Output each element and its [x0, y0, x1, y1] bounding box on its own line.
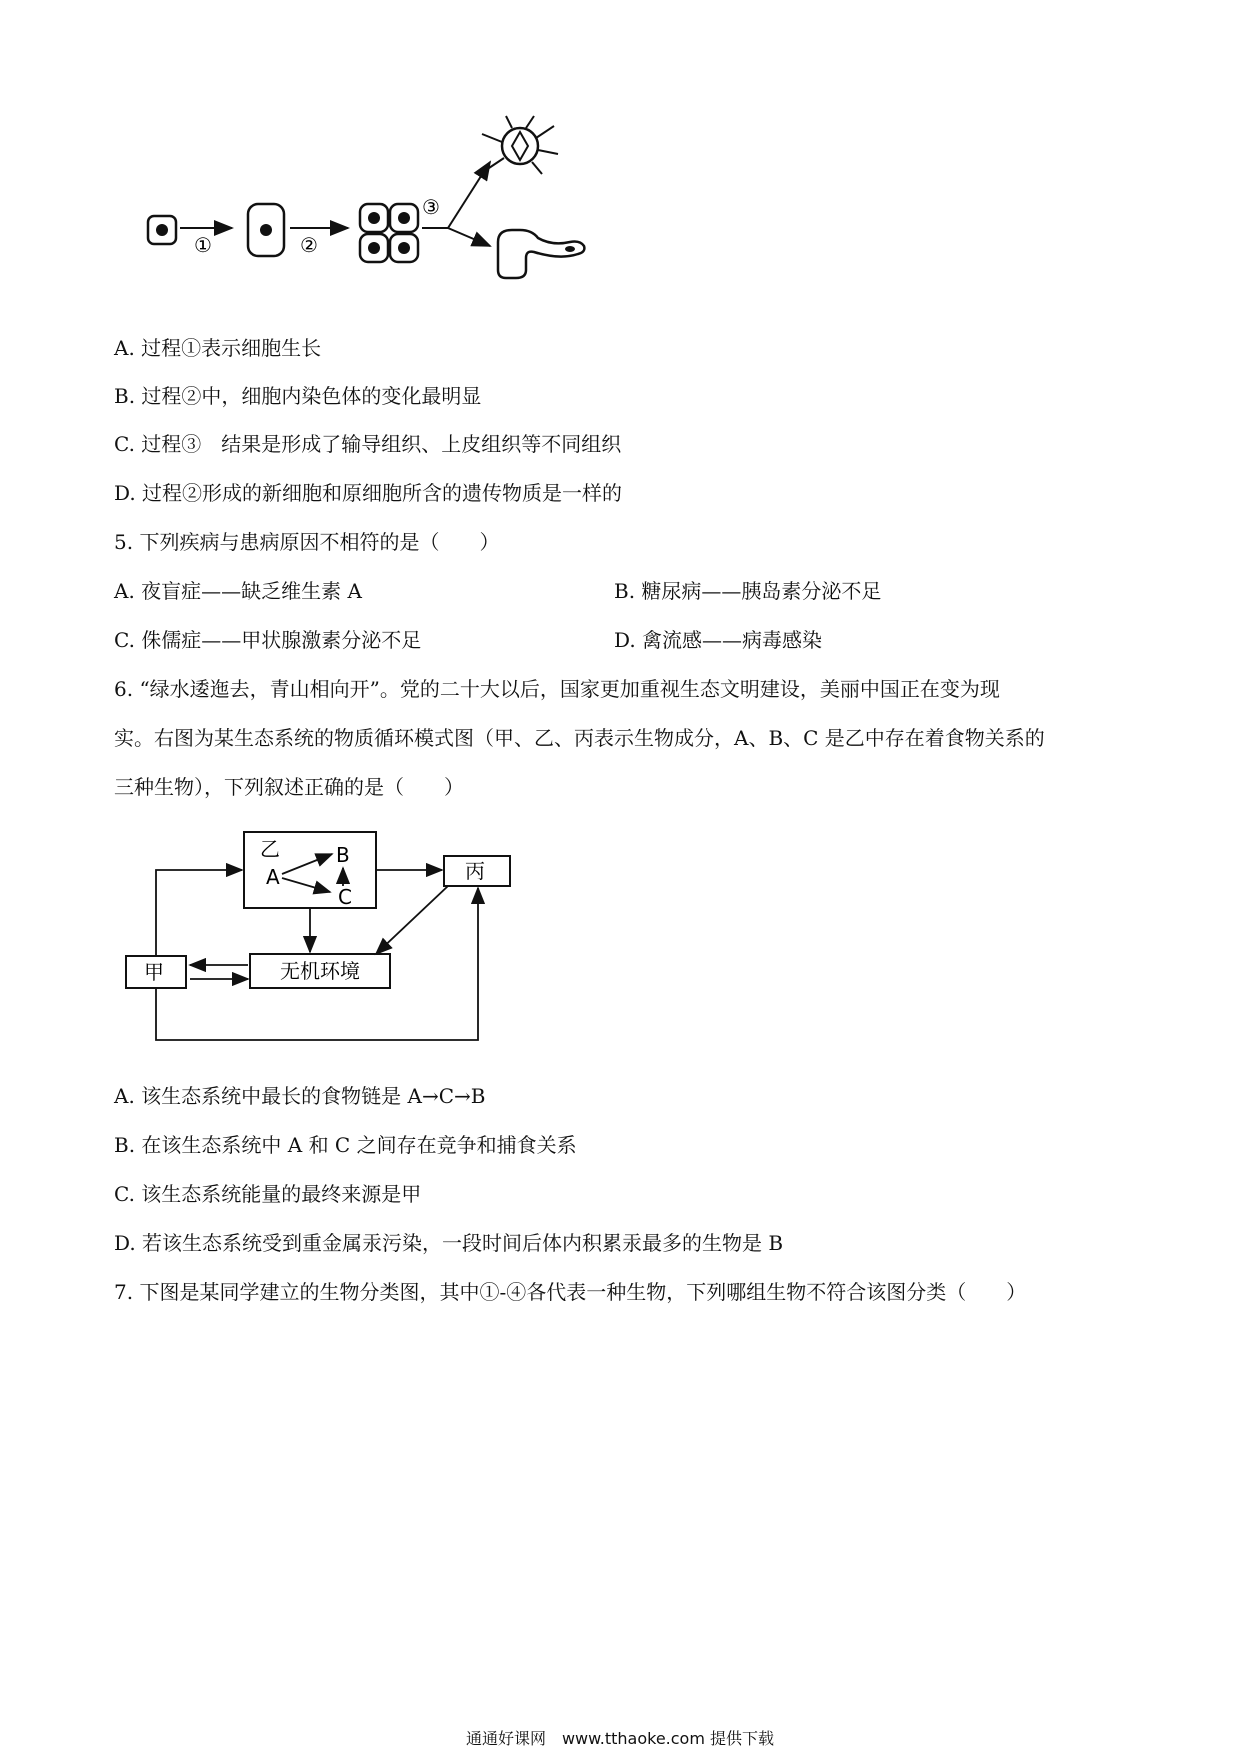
step-label-3: ③ — [422, 195, 440, 219]
q6-stem-line-1: 6. “绿水逶迤去，青山相向开”。党的二十大以后，国家更加重视生态文明建设，美丽中国正在变为现 — [114, 677, 1000, 701]
q6-option-a: A. 该生态系统中最长的食物链是 A→C→B — [114, 1084, 486, 1108]
elongated-cell — [498, 230, 584, 278]
q4-option-c: C. 过程③ 结果是形成了输导组织、上皮组织等不同组织 — [114, 432, 622, 456]
q6-stem-line-3: 三种生物），下列叙述正确的是（ ） — [114, 775, 464, 799]
grown-cell — [248, 204, 284, 256]
page-footer: 通通好课网 www.tthaoke.com 提供下载 — [465, 1729, 775, 1748]
label-yi: 乙 — [260, 837, 280, 861]
material-cycle-svg — [118, 828, 518, 1048]
q5-stem: 5. 下列疾病与患病原因不相符的是（ ） — [114, 530, 500, 554]
q5-option-c: C. 侏儒症——甲状腺激素分泌不足 — [114, 628, 422, 652]
cell-process-svg — [140, 112, 640, 312]
q4-option-a: A. 过程①表示细胞生长 — [114, 336, 322, 360]
q5-option-a: A. 夜盲症——缺乏维生素 A — [114, 579, 362, 603]
label-jia: 甲 — [144, 960, 164, 984]
arrow-bing-to-env — [376, 886, 448, 954]
label-env: 无机环境 — [280, 959, 360, 983]
divided-cells — [360, 204, 418, 262]
label-b: B — [336, 843, 350, 867]
q6-option-b: B. 在该生态系统中 A 和 C 之间存在竞争和捕食关系 — [114, 1133, 577, 1157]
label-a: A — [266, 865, 280, 889]
label-c: C — [338, 885, 352, 909]
step-label-2: ② — [300, 233, 318, 257]
q6-stem-line-2: 实。右图为某生态系统的物质循环模式图（甲、乙、丙表示生物成分，A、B、C 是乙中存在着食物关系的 — [114, 726, 1045, 750]
arrow-to-neuron — [448, 162, 490, 228]
q5-option-b: B. 糖尿病——胰岛素分泌不足 — [614, 579, 882, 603]
material-cycle-diagram — [118, 828, 518, 1048]
q7-stem: 7. 下图是某同学建立的生物分类图，其中①-④各代表一种生物，下列哪组生物不符合该图分类（ ） — [114, 1280, 1027, 1304]
label-bing: 丙 — [465, 859, 485, 883]
original-cell — [148, 216, 176, 244]
arrow-jia-to-yi — [156, 870, 242, 956]
q6-option-d: D. 若该生态系统受到重金属汞污染，一段时间后体内积累汞最多的生物是 B — [114, 1231, 784, 1255]
q6-option-c: C. 该生态系统能量的最终来源是甲 — [114, 1182, 422, 1206]
star-cell — [482, 116, 558, 174]
step-label-1: ① — [194, 233, 212, 257]
q5-option-d: D. 禽流感——病毒感染 — [614, 628, 823, 652]
cell-process-figure — [140, 112, 640, 312]
arrow-to-muscle — [448, 228, 490, 246]
q4-option-b: B. 过程②中，细胞内染色体的变化最明显 — [114, 384, 482, 408]
q4-option-d: D. 过程②形成的新细胞和原细胞所含的遗传物质是一样的 — [114, 481, 623, 505]
